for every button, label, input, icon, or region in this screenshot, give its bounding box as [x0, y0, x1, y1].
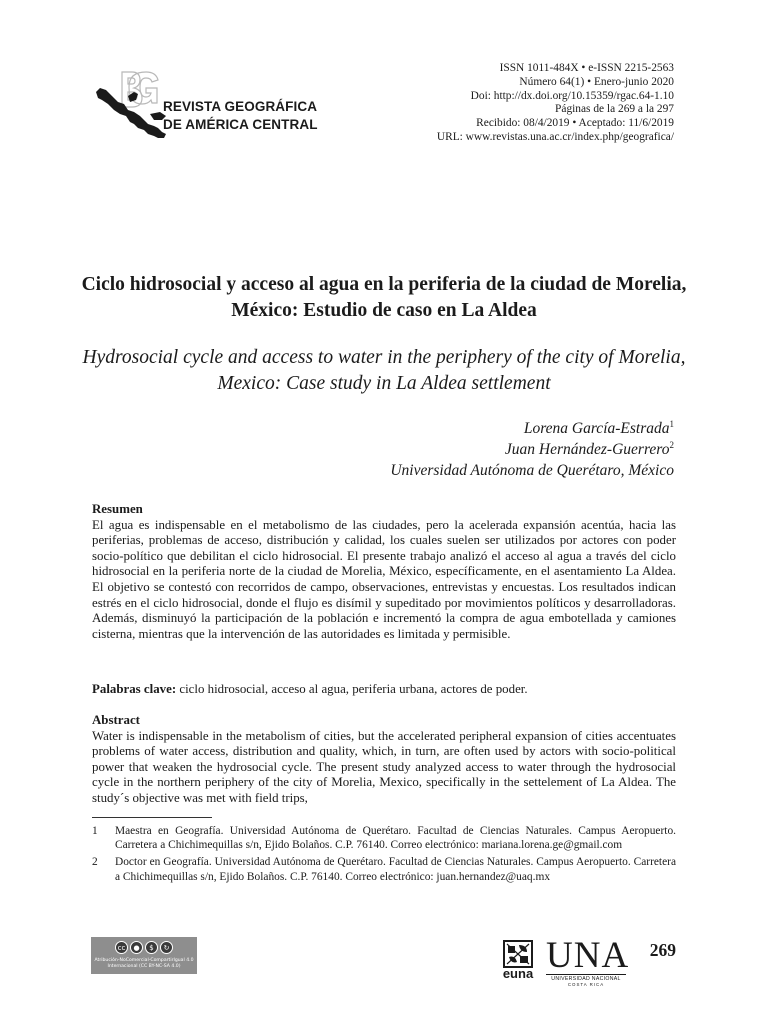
- sa-icon: ↻: [160, 941, 173, 954]
- cc-icons: [115, 941, 173, 954]
- euna-mark-icon: [503, 940, 533, 968]
- euna-label: euna: [502, 966, 534, 981]
- cc-license-badge[interactable]: [91, 937, 197, 974]
- author-name: Juan Hernández-Guerrero: [504, 441, 670, 458]
- euna-logo: [499, 940, 537, 982]
- una-country: COSTA RICA: [567, 982, 605, 987]
- footnote-divider: [92, 817, 212, 818]
- resumen-section: [92, 502, 676, 642]
- cc-icon: cc: [115, 941, 128, 954]
- affiliation: Universidad Autónoma de Querétaro, México: [390, 462, 674, 479]
- publication-metadata: [437, 62, 674, 145]
- una-subtitle: UNIVERSIDAD NACIONAL: [546, 974, 626, 982]
- issue-number: Número 64(1) • Enero-junio 2020: [519, 75, 674, 88]
- journal-url[interactable]: URL: www.revistas.una.ac.cr/index.php/geografica/: [436, 130, 674, 143]
- resumen-heading: Resumen: [92, 502, 143, 516]
- keywords-text: ciclo hidrosocial, acceso al agua, periferia urbana, actores de poder.: [176, 682, 528, 696]
- abstract-section: [92, 713, 676, 812]
- footnote-mark: 1: [669, 419, 674, 429]
- author-block: [390, 418, 674, 481]
- page-range: Páginas de la 269 a la 297: [555, 103, 674, 116]
- una-logo: [546, 935, 630, 987]
- doi[interactable]: Doi: http://dx.doi.org/10.15359/rgac.64-1.10: [470, 89, 674, 102]
- footnote-1: [92, 824, 676, 852]
- abstract-heading: Abstract: [92, 713, 140, 727]
- footnote-2: [92, 855, 676, 883]
- journal-name-line2: DE AMÉRICA CENTRAL: [163, 117, 318, 132]
- by-icon: ●: [130, 941, 143, 954]
- journal-name-line1: REVISTA GEOGRÁFICA: [163, 99, 318, 114]
- footnote-number: 1: [92, 825, 98, 837]
- keywords-section: [92, 682, 676, 698]
- footnote-text: Doctor en Geografía. Universidad Autónoma de Querétaro. Facultad de Ciencias Naturales. Campus Aeropuerto. Carretera a Chichimequillas s/n, Ejido Bolaños. C.P. 76140. Correo electrónico: juan.hernandez@uaq.mx: [115, 856, 676, 883]
- title-english: Hydrosocial cycle and access to water in the periphery of the city of Morelia, Mexico: Case study in La Aldea settlement: [82, 347, 686, 394]
- journal-name: [163, 98, 318, 134]
- license-text: Atribución-NoComercial-CompartirIgual 4.0 Internacional (CC BY-NC-SA 4.0): [94, 958, 194, 969]
- title-spanish: Ciclo hidrosocial y acceso al agua en la periferia de la ciudad de Morelia, México: Estudio de caso en La Aldea: [81, 274, 687, 321]
- nc-icon: $: [145, 941, 158, 954]
- resumen-text: El agua es indispensable en el metabolismo de las ciudades, pero la acelerada expansión acentúa, hacia las periferias, problemas de acceso, distribución y calidad, los cuales suelen ser utilizados por actores con poder socio-político que debilitan el ciclo hidrosocial. El presente trabajo analizó el acceso al agua a través del ciclo hidrosocial en la periferia norte de la ciudad de Morelia, México, específicamente, en el asentamiento La Aldea. El objetivo se contestó con recorridos de campo, observaciones, entrevistas y encuestas. Los resultados indican estrés en el ciclo hidrosocial, donde el flujo es disímil y supeditado por movimientos políticos y desarrolladoras. Además, disminuyó la participación de la población e incrementó la compra de agua embotellada y camiones cisterna, mientras que la intervención de las autoridades es limitada y permisible.: [92, 517, 676, 641]
- abstract-text: Water is indispensable in the metabolism of cities, but the accelerated peripheral expansion of cities accentuates problems of water access, distribution and quality, which, in turn, are often used by actors with socio-political power that weaken the hydrosocial cycle. The present study analyzed access to water through the hydrosocial cycle in the northern periphery of the city of Morelia, Mexico, specifically in the settelement of La Aldea. The study´s objective was met with field trips,: [92, 728, 676, 805]
- footnotes: [92, 824, 676, 887]
- page-number: 269: [649, 940, 676, 960]
- footnote-number: 2: [92, 856, 98, 869]
- una-wordmark: UNA: [546, 935, 630, 976]
- author-2: [390, 439, 674, 460]
- author-name: Lorena García-Estrada: [523, 420, 670, 437]
- keywords-label: Palabras clave:: [92, 682, 177, 696]
- footnote-mark: 2: [669, 440, 674, 450]
- footnote-text: Maestra en Geografía. Universidad Autónoma de Querétaro. Facultad de Ciencias Naturales. Campus Aeropuerto. Carretera a Chichimequillas s/n, Ejido Bolaños. C.P. 76140. Correo electrónico: mariana.lorena.ge@gmail.com: [115, 825, 676, 852]
- author-1: [390, 418, 674, 439]
- received-accepted-dates: Recibido: 08/4/2019 • Aceptado: 11/6/2019: [476, 117, 674, 130]
- issn: ISSN 1011-484X • e-ISSN 2215-2563: [499, 62, 674, 74]
